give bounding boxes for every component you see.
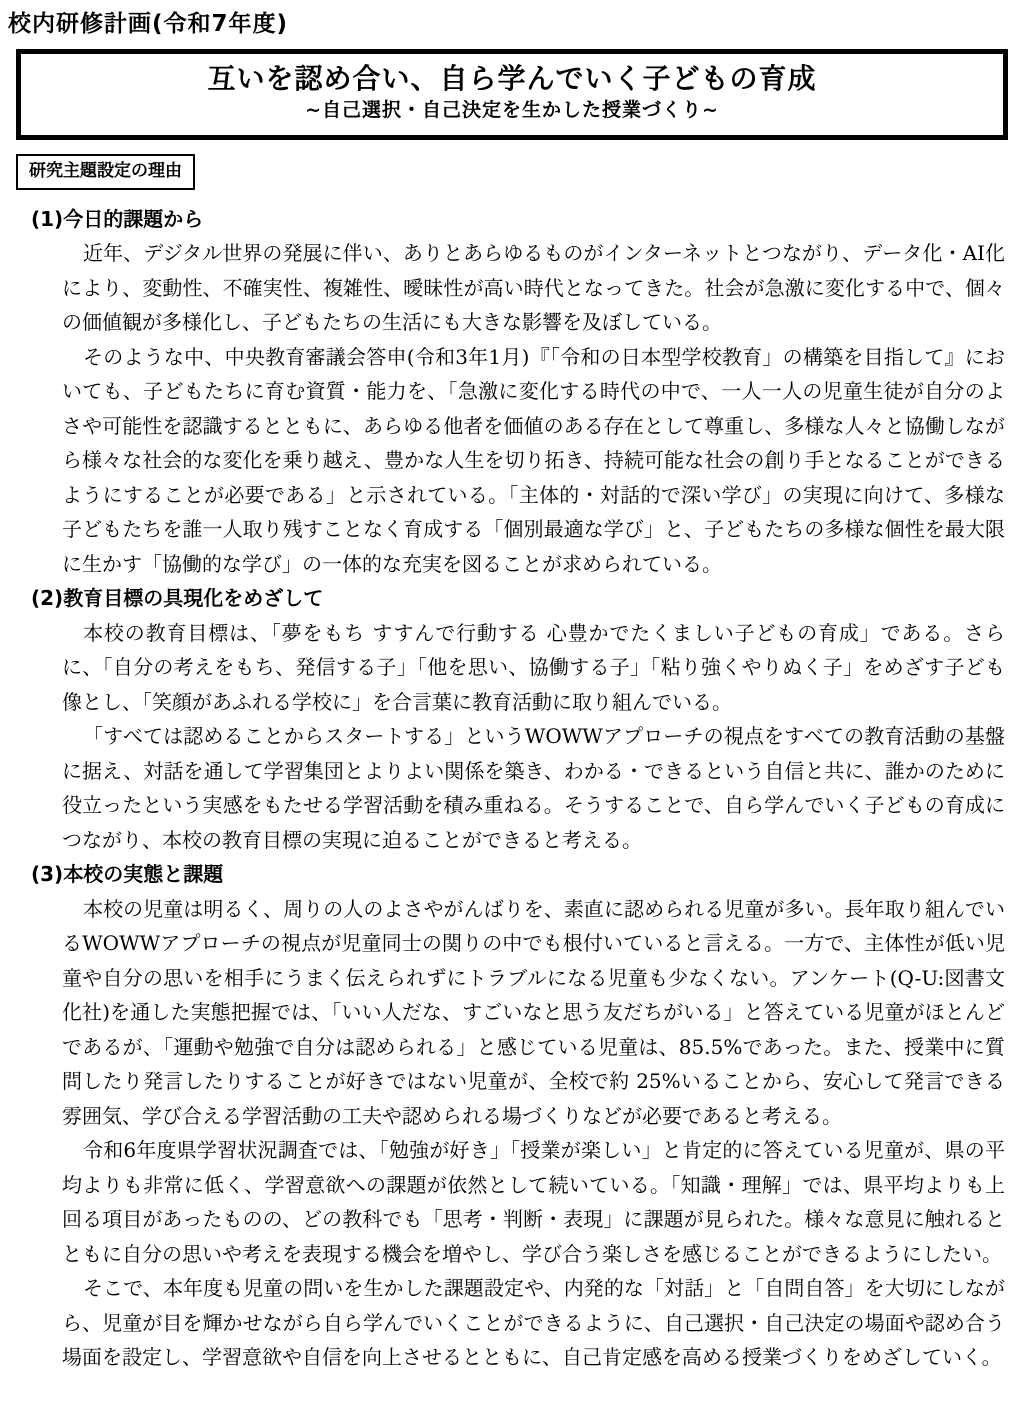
section-heading-1: (1)今日的課題から (31, 206, 204, 231)
paragraph: 近年、デジタル世界の発展に伴い、ありとあらゆるものがインターネットとつながり、データ化・AI化により、変動性、不確実性、複雑性、曖昧性が高い時代となってきた。社会が急激に変化する中で、個々の価値観が多様化し、子どもたちの生活にも大きな影響を及ぼしている。 (62, 241, 1005, 335)
paragraph: そこで、本年度も児童の問いを生かした課題設定や、内発的な「対話」と「自問自答」を大切にしながら、児童が目を輝かせながら自ら学んでいくことができるように、自己選択・自己決定の場面や認め合う場面を設定し、学習意欲や自信を向上させるとともに、自己肯定感を高める授業づくりをめざしていく。 (62, 1276, 1005, 1370)
reason-label-box (16, 154, 195, 189)
paragraph: 「すべては認めることからスタートする」というWOWWアプローチの視点をすべての教育活動の基盤に据え、対話を通して学習集団とよりよい関係を築き、わかる・できるという自信と共に、誰かのために役立ったという実感をもたせる学習活動を積み重ねる。そうすることで、自ら学んでいく子どもの育成につながり、本校の教育目標の実現に迫ることができると考える。 (62, 724, 1005, 852)
page-title: 校内研修計画(令和7年度) (8, 11, 289, 37)
paragraph: 本校の教育目標は、「夢をもち すすんで行動する 心豊かでたくましい子どもの育成」である。さらに、「自分の考えをもち、発信する子」「他を思い、協働する子」「粘り強くやりぬく子」をめざす子ども像とし、「笑顔があふれる学校に」を合言葉に教育活動に取り組んでいる。 (62, 620, 1005, 714)
research-theme-subtitle: ~自己選択・自己決定を生かした授業づくり~ (305, 99, 719, 122)
paragraph: そのような中、中央教育審議会答申(令和3年1月)『「令和の日本型学校教育」の構築を目指して』においても、子どもたちに育む資質・能力を、「急激に変化する時代の中で、一人一人の児童生徒が自分のよさや可能性を認識するとともに、あらゆる他者を価値のある存在として尊重し、多様な人々と協働しながら様々な社会的な変化を乗り越え、豊かな人生を切り拓き、持続可能な社会の創り手となることができるようにすることが必要である」と示されている。「主体的・対話的で深い学び」の実現に向けて、多様な子どもたちを誰一人取り残すことなく育成する「個別最適な学び」と、子どもたちの多様な個性を最大限に生かす「協働的な学び」の一体的な充実を図ることが求められている。 (62, 344, 1005, 576)
section-heading-3: (3)本校の実態と課題 (31, 862, 224, 887)
reason-label: 研究主題設定の理由 (29, 161, 182, 182)
paragraph: 本校の児童は明るく、周りの人のよさやがんばりを、素直に認められる児童が多い。長年取り組んでいるWOWWアプローチの視点が児童同士の関りの中でも根付いていると言える。一方で、主体性が低い児童や自分の思いを相手にうまく伝えられずにトラブルになる児童も少なくない。アンケート(Q-U:図書文化社)を通した実態把握では、「いい人だな、すごいなと思う友だちがいる」と答えている児童がほとんどであるが、「運動や勉強で自分は認められる」と感じている児童は、85.5%であった。また、授業中に質問したり発言したりすることが好きではない児童が、全校で約 25%いることから、安心して発言できる雰囲気、学び合える学習活動の工夫や認められる場づくりなどが必要であると考える。 (62, 896, 1005, 1128)
section-heading-2: (2)教育目標の具現化をめざして (31, 586, 324, 611)
paragraph: 令和6年度県学習状況調査では、「勉強が好き」「授業が楽しい」と肯定的に答えている児童が、県の平均よりも非常に低く、学習意欲への課題が依然として続いている。「知識・理解」では、県平均よりも上回る項目があったものの、どの教科でも「思考・判断・表現」に課題が見られた。様々な意見に触れるとともに自分の思いや考えを表現する機会を増やし、学び合う楽しさを感じることができるようにしたい。 (62, 1138, 1005, 1266)
research-theme-title: 互いを認め合い、自ら学んでいく子どもの育成 (207, 61, 817, 95)
document-body (0, 202, 1024, 1375)
research-theme-box (16, 49, 1008, 140)
